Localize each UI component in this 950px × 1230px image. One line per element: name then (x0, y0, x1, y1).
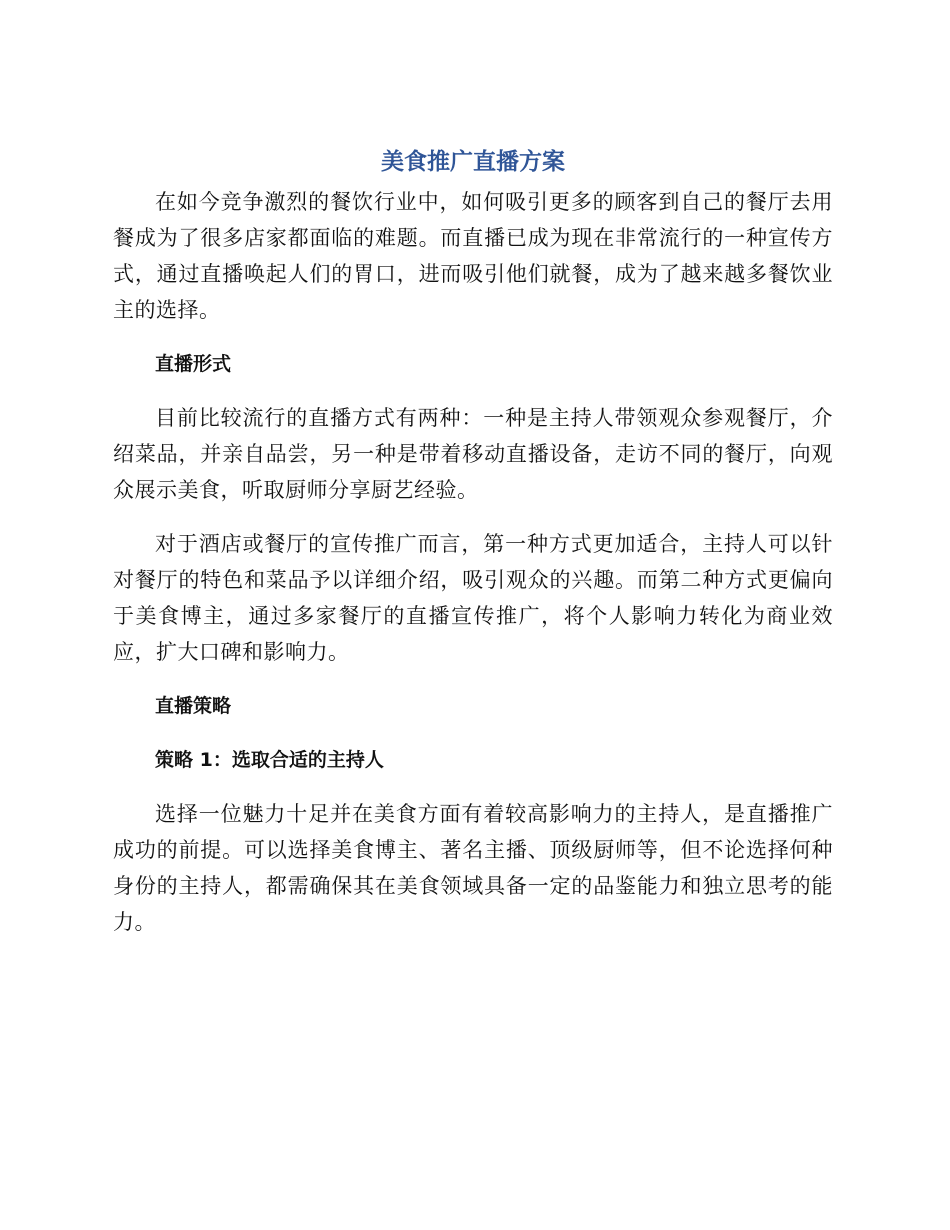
format-paragraph-1: 目前比较流行的直播方式有两种：一种是主持人带领观众参观餐厅，介绍菜品，并亲自品尝，另一种是带着移动直播设备，走访不同的餐厅，向观众展示美食，听取厨师分享厨艺经验。 (113, 406, 833, 502)
strategy-1-heading: 策略 1：选取合适的主持人 (155, 749, 384, 771)
format-paragraph-2: 对于酒店或餐厅的宣传推广而言，第一种方式更加适合，主持人可以针对餐厅的特色和菜品予以详细介绍，吸引观众的兴趣。而第二种方式更偏向于美食博主，通过多家餐厅的直播宣传推广，将个人影响力转化为商业效应，扩大口碑和影响力。 (113, 532, 833, 664)
document-content (113, 140, 833, 940)
document-title: 美食推广直播方案 (381, 149, 565, 175)
section-heading-live-strategy: 直播策略 (155, 695, 232, 717)
strategy-1-paragraph: 选择一位魅力十足并在美食方面有着较高影响力的主持人，是直播推广成功的前提。可以选择美食博主、著名主播、顶级厨师等，但不论选择何种身份的主持人，都需确保其在美食领域具备一定的品鉴能力和独立思考的能力。 (113, 802, 833, 934)
intro-paragraph: 在如今竞争激烈的餐饮行业中，如何吸引更多的顾客到自己的餐厅去用餐成为了很多店家都面临的难题。而直播已成为现在非常流行的一种宣传方式，通过直播唤起人们的胃口，进而吸引他们就餐，成为了越来越多餐饮业主的选择。 (113, 190, 833, 322)
section-heading-live-format: 直播形式 (155, 353, 232, 375)
